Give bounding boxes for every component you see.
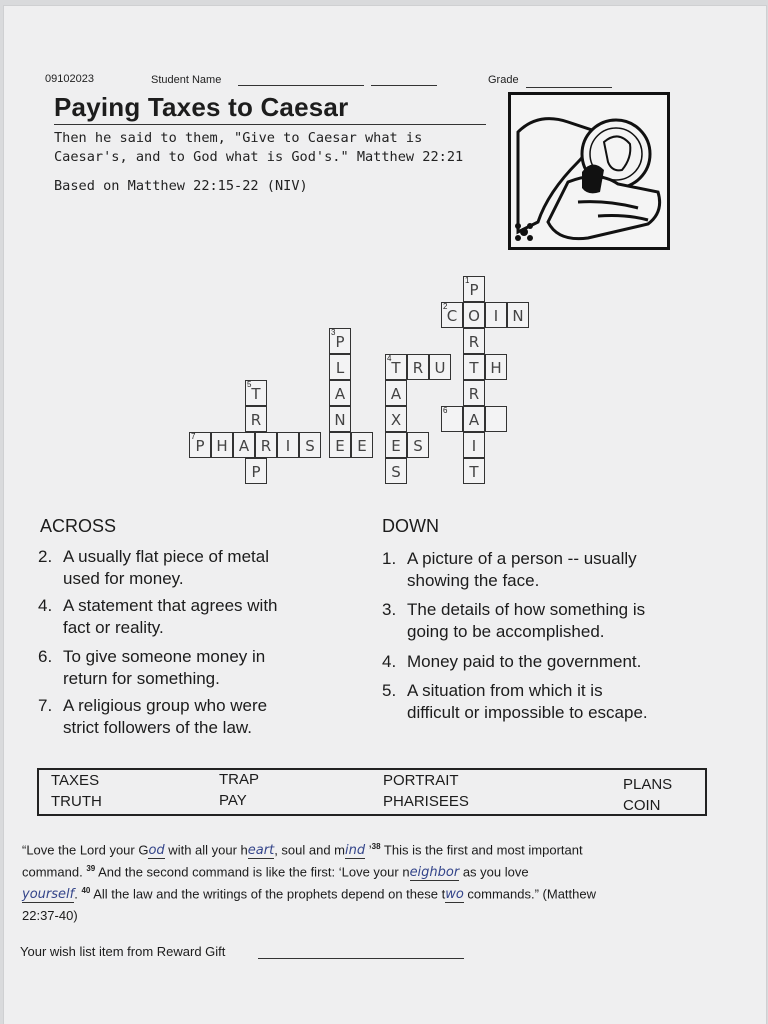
word-bank-item: TRAP [219, 771, 260, 788]
crossword-cell[interactable] [441, 406, 463, 432]
crossword-cell[interactable]: T [463, 458, 485, 484]
fill-in-blank[interactable]: eart [247, 843, 275, 859]
crossword-cell[interactable]: A [385, 380, 407, 406]
clue-number-4: 4 [387, 354, 392, 363]
down-clue-5: 5. A situation from which it is difficult or impossible to escape. [382, 681, 648, 722]
worksheet-title: Paying Taxes to Caesar [54, 92, 349, 122]
down-clue-1: 1. A picture of a person -- usually showing the face. [382, 549, 637, 590]
crossword-cell[interactable]: I [463, 432, 485, 458]
crossword-cell[interactable]: R [255, 432, 277, 458]
crossword-cell[interactable]: 5 T [245, 380, 267, 406]
crossword-cell[interactable]: 1 P [463, 276, 485, 302]
fill-in-blank[interactable]: wo [445, 887, 464, 903]
passage-line-4: 22:37-40) [22, 908, 78, 923]
clue-number-7: 7 [191, 432, 196, 441]
down-heading: DOWN [382, 516, 439, 536]
crossword-cell[interactable]: S [299, 432, 321, 458]
fill-in-blank[interactable]: eighbor [409, 865, 460, 881]
wish-list-label: Your wish list item from Reward Gift [20, 944, 226, 959]
crossword-cell[interactable]: A [233, 432, 255, 458]
word-bank-item: TRUTH [51, 793, 102, 810]
crossword-cell[interactable]: L [329, 354, 351, 380]
clue-number-5: 5 [247, 380, 252, 389]
passage-line-3: yourself. $^{40}$ All the law and the writings of the prophets depend on these two commands.” (Matthew [22, 886, 596, 903]
crossword-cell[interactable]: N [507, 302, 529, 328]
crossword-cell[interactable]: U [429, 354, 451, 380]
fill-in-blank[interactable]: yourself [22, 887, 75, 903]
clue-number-6: 6 [443, 406, 448, 415]
crossword-cell[interactable]: I [485, 302, 507, 328]
clue-number-1: 1 [465, 276, 470, 285]
crossword-cell[interactable]: S [385, 458, 407, 484]
crossword-cell[interactable]: R [407, 354, 429, 380]
worksheet-code: 09102023 [45, 73, 94, 85]
across-clue-4: 4. A statement that agrees with fact or reality. [38, 596, 278, 637]
across-heading: ACROSS [40, 516, 117, 536]
wish-list-line[interactable] [258, 958, 464, 959]
passage-line-1: “Love the Lord your God with all your heart, soul and mind ’$^{38}$ This is the first and most important [22, 842, 583, 859]
crossword-cell[interactable]: H [485, 354, 507, 380]
down-clue-3: 3. The details of how something is going to be accomplished. [382, 600, 646, 641]
crossword-cell[interactable]: I [277, 432, 299, 458]
word-bank-item: TAXES [51, 772, 100, 789]
fill-in-blank[interactable]: od [148, 843, 165, 859]
key-verse-line-1: Then he said to them, "Give to Caesar what is [54, 130, 423, 146]
crossword-cell[interactable]: A [329, 380, 351, 406]
fill-in-blank[interactable]: ind [345, 843, 366, 859]
crossword-cell[interactable]: E [385, 432, 407, 458]
across-clue-6: 6. To give someone money in return for something. [38, 647, 266, 688]
clue-number-2: 2 [443, 302, 448, 311]
crossword-cell[interactable]: R [245, 406, 267, 432]
grade-label: Grade [488, 74, 519, 86]
crossword-cell[interactable]: P [245, 458, 267, 484]
passage-line-2: command. $^{39}$ And the second command is like the first: ‘Love your neighbor as you love [22, 864, 529, 881]
crossword-cell[interactable]: R [463, 328, 485, 354]
crossword-cell[interactable]: E [351, 432, 373, 458]
crossword-cell[interactable] [485, 406, 507, 432]
crossword-cell[interactable]: T [463, 354, 485, 380]
crossword-cell[interactable]: 4 T [385, 354, 407, 380]
worksheet-page [4, 6, 766, 1024]
across-clue-2: 2. A usually flat piece of metal used for money. [38, 547, 270, 588]
student-name-label: Student Name [151, 74, 222, 86]
crossword-cell[interactable]: H [211, 432, 233, 458]
crossword-cell[interactable]: 3 P [329, 328, 351, 354]
clue-number-3: 3 [331, 328, 336, 337]
crossword-grid [4, 6, 768, 526]
word-bank-item: COIN [623, 797, 661, 814]
down-clue-4: 4. Money paid to the government. [382, 652, 642, 671]
crossword-cell[interactable]: O [463, 302, 485, 328]
based-on-text: Based on Matthew 22:15-22 (NIV) [54, 178, 308, 194]
word-bank-item: PORTRAIT [383, 772, 459, 789]
crossword-cell[interactable]: 7 P [189, 432, 211, 458]
word-bank-item: PHARISEES [383, 793, 469, 810]
word-bank [37, 768, 707, 816]
word-bank-item: PLANS [623, 776, 673, 793]
across-clue-7: 7. A religious group who were strict followers of the law. [38, 696, 268, 737]
crossword-cell[interactable]: A [463, 406, 485, 432]
crossword-cell[interactable]: S [407, 432, 429, 458]
key-verse-line-2: Caesar's, and to God what is God's." Matthew 22:21 [54, 149, 464, 165]
crossword-cell[interactable]: X [385, 406, 407, 432]
crossword-cell[interactable]: 2 C [441, 302, 463, 328]
word-bank-item: PAY [219, 792, 247, 809]
crossword-cell[interactable]: R [463, 380, 485, 406]
crossword-cell[interactable]: N [329, 406, 351, 432]
crossword-cell[interactable]: E [329, 432, 351, 458]
